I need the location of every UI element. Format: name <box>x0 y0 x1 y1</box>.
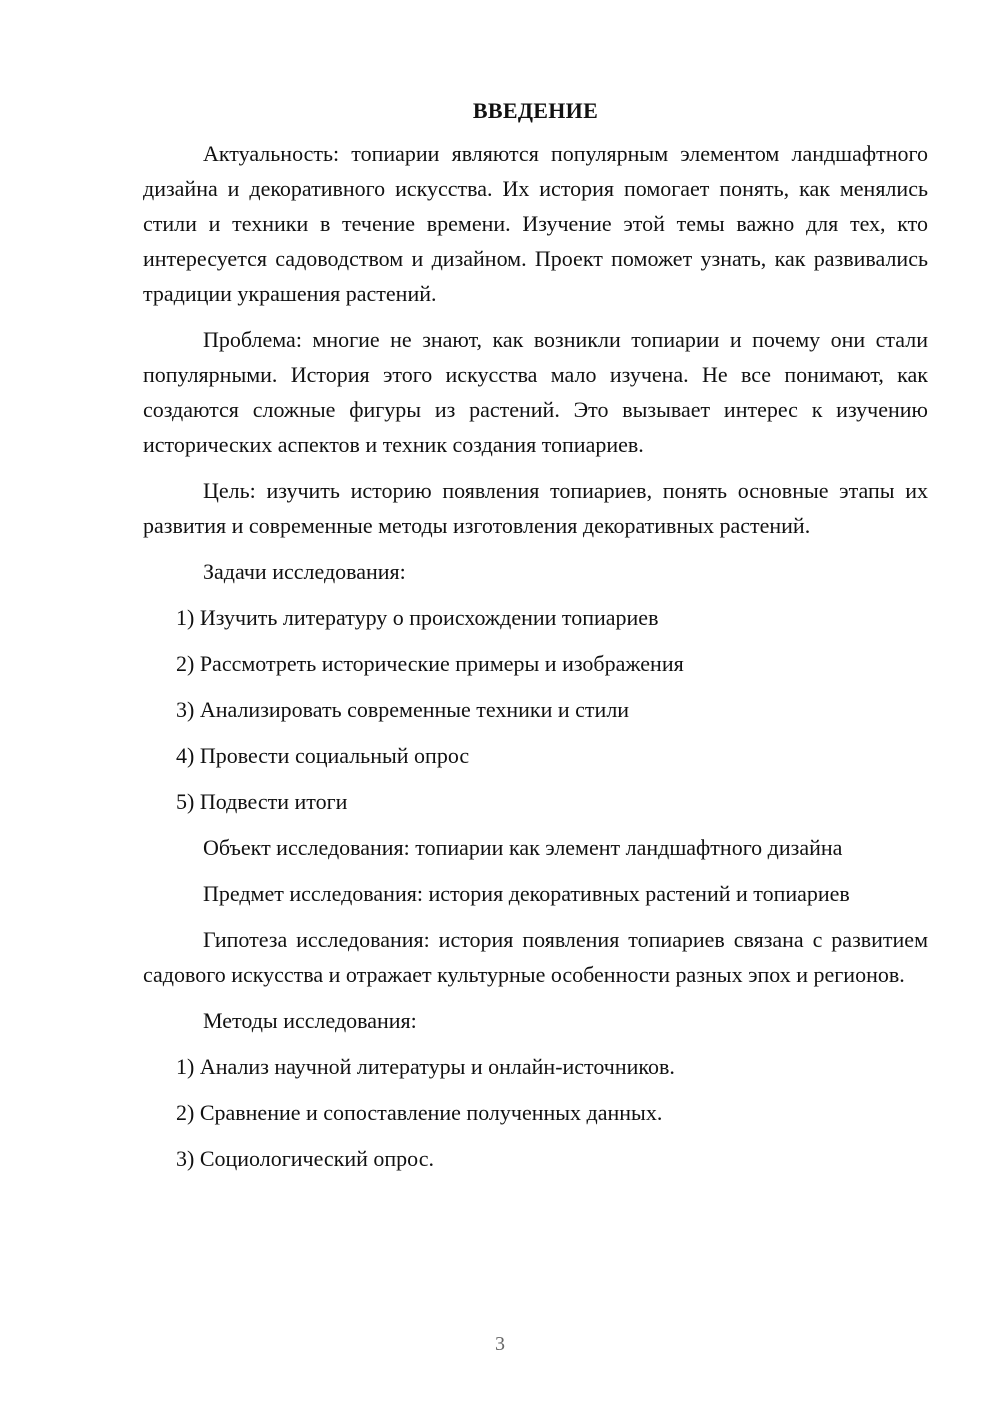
document-page <box>143 96 928 1187</box>
task-item: 2) Рассмотреть исторические примеры и изображения <box>176 651 684 676</box>
page-title: ВВЕДЕНИЕ <box>472 98 599 123</box>
relevance-paragraph: Актуальность: топиарии являются популярным элементом ландшафтного дизайна и декоративного искусства. Их история помогает понять, как менялись стили и техники в течение времени. Изучение этой темы важно для тех, кто интересуется садоводством и дизайном. Проект поможет узнать, как развивались традиции украшения растений. <box>143 141 928 306</box>
task-item: 3) Анализировать современные техники и стили <box>176 697 630 722</box>
hypothesis-paragraph: Гипотеза исследования: история появления топиариев связана с развитием садового искусства и отражает культурные особенности разных эпох и регионов. <box>143 927 928 987</box>
methods-list <box>143 1049 928 1176</box>
task-item: 1) Изучить литературу о происхождении топиариев <box>176 605 659 630</box>
task-item: 4) Провести социальный опрос <box>176 743 470 768</box>
tasks-heading: Задачи исследования: <box>203 559 406 584</box>
method-item: 2) Сравнение и сопоставление полученных данных. <box>176 1100 663 1125</box>
goal-paragraph: Цель: изучить историю появления топиариев, понять основные этапы их развития и современные методы изготовления декоративных растений. <box>143 478 928 538</box>
problem-paragraph: Проблема: многие не знают, как возникли топиарии и почему они стали популярными. История этого искусства мало изучена. Не все понимают, как создаются сложные фигуры из растений. Это вызывает интерес к изучению исторических аспектов и техник создания топиариев. <box>143 327 928 457</box>
method-item: 1) Анализ научной литературы и онлайн-источников. <box>176 1054 675 1079</box>
object-paragraph: Объект исследования: топиарии как элемент ландшафтного дизайна <box>203 835 843 860</box>
page-number: 3 <box>495 1333 505 1355</box>
subject-paragraph: Предмет исследования: история декоративных растений и топиариев <box>203 881 850 906</box>
methods-heading: Методы исследования: <box>203 1008 417 1033</box>
task-item: 5) Подвести итоги <box>176 789 348 814</box>
method-item: 3) Социологический опрос. <box>176 1146 434 1171</box>
tasks-list <box>143 600 928 819</box>
